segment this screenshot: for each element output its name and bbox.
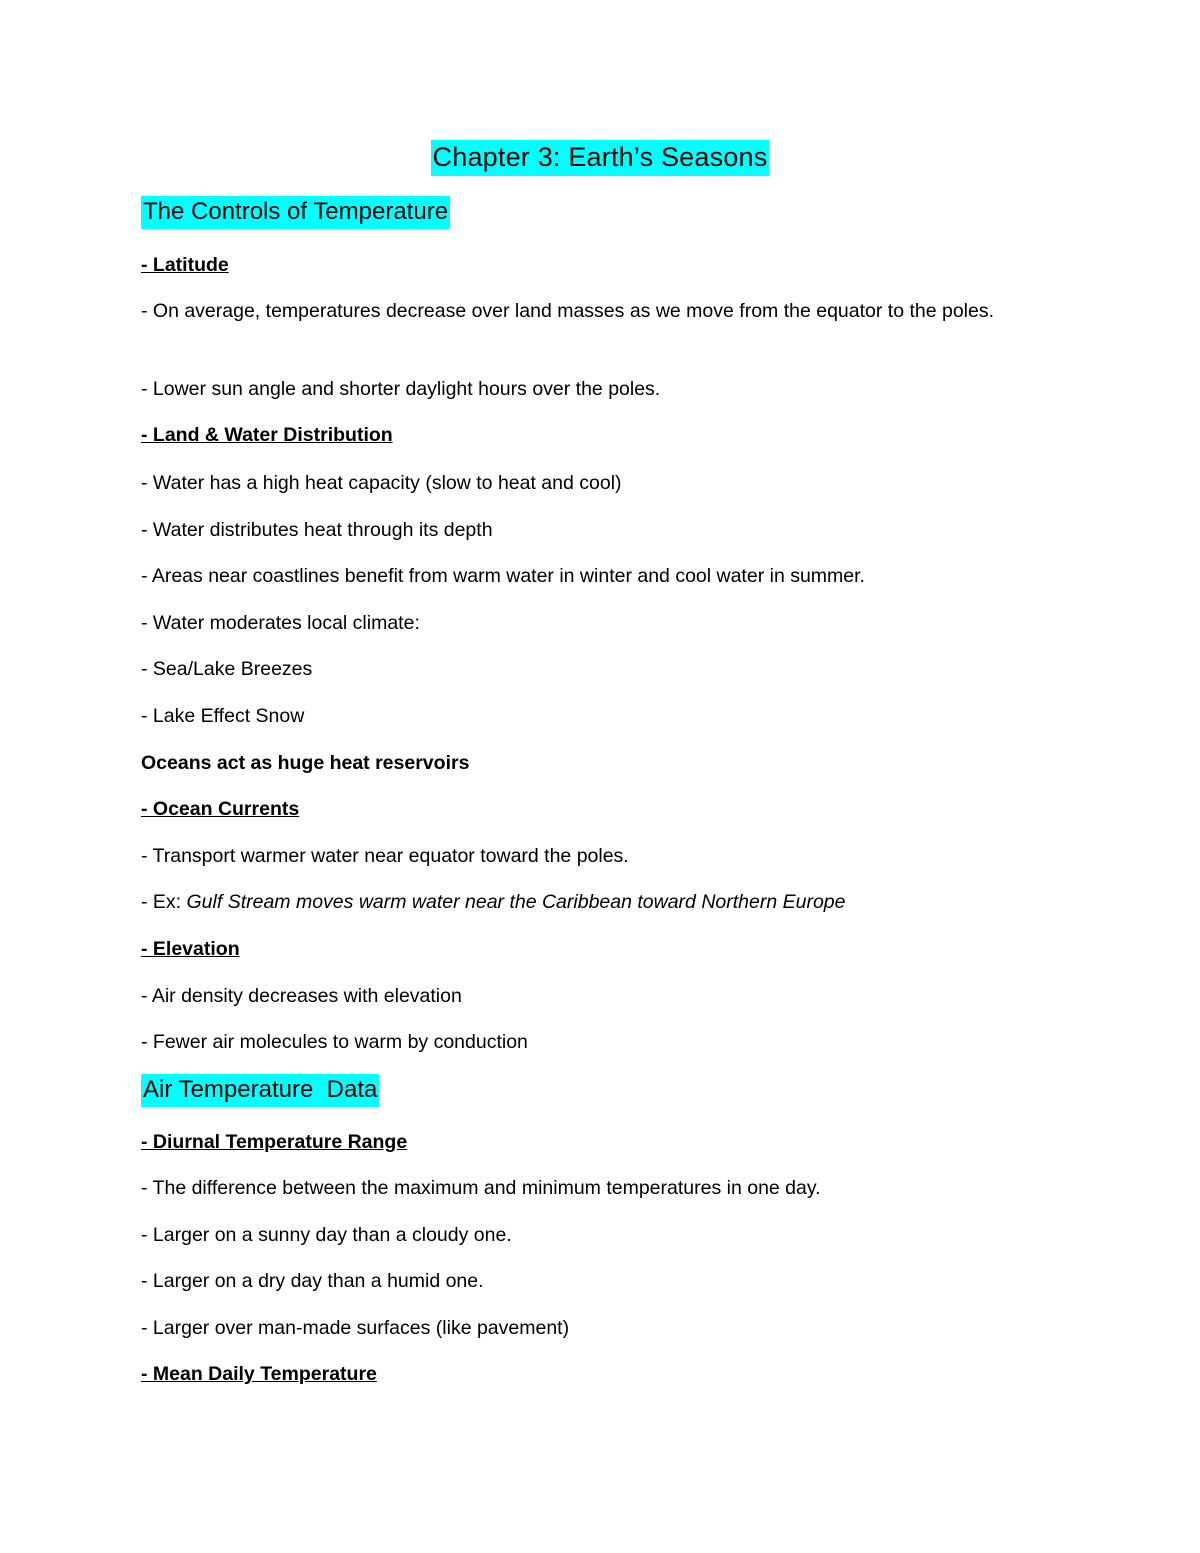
land-water-line-5: - Sea/Lake Breezes: [141, 658, 313, 680]
elevation-line-2: - Fewer air molecules to warm by conduction: [141, 1031, 528, 1053]
section-heading-controls-text: The Controls of Temperature: [141, 196, 450, 229]
diurnal-line-3: - Larger on a dry day than a humid one.: [141, 1270, 484, 1292]
latitude-line-1: - On average, temperatures decrease over land masses as we move from the equator to the poles.: [141, 300, 995, 322]
diurnal-line-2: - Larger on a sunny day than a cloudy one.: [141, 1224, 512, 1246]
subheading-mean-daily: - Mean Daily Temperature: [141, 1363, 377, 1385]
page-title: Chapter 3: Earth’s Seasons: [431, 140, 770, 176]
land-water-line-2: - Water distributes heat through its depth: [141, 519, 493, 541]
subheading-elevation: - Elevation: [141, 938, 240, 960]
land-water-line-3: - Areas near coastlines benefit from warm water in winter and cool water in summer.: [141, 565, 865, 587]
subheading-land-water: - Land & Water Distribution: [141, 424, 393, 446]
elevation-line-1: - Air density decreases with elevation: [141, 985, 462, 1007]
ocean-currents-example-prefix: - Ex:: [141, 891, 187, 913]
ocean-currents-example: [141, 887, 845, 918]
diurnal-line-1: - The difference between the maximum and minimum temperatures in one day.: [141, 1177, 821, 1199]
land-water-line-6: - Lake Effect Snow: [141, 705, 305, 727]
subheading-latitude: - Latitude: [141, 254, 229, 276]
ocean-currents-example-text: Gulf Stream moves warm water near the Caribbean toward Northern Europe: [186, 891, 846, 913]
land-water-line-4: - Water moderates local climate:: [141, 612, 420, 634]
oceans-statement: Oceans act as huge heat reservoirs: [141, 752, 470, 774]
subheading-diurnal-range: - Diurnal Temperature Range: [141, 1131, 408, 1153]
ocean-currents-line-1: - Transport warmer water near equator toward the poles.: [141, 845, 629, 867]
title-container: [0, 142, 1200, 173]
diurnal-line-4: - Larger over man-made surfaces (like pavement): [141, 1317, 570, 1339]
section-heading-air-temp-text: Air Temperature Data: [141, 1074, 379, 1107]
subheading-ocean-currents: - Ocean Currents: [141, 798, 300, 820]
land-water-line-1: - Water has a high heat capacity (slow to heat and cool): [141, 472, 622, 494]
latitude-line-2: - Lower sun angle and shorter daylight hours over the poles.: [141, 378, 661, 400]
section-heading-air-temp: [141, 1076, 379, 1104]
section-heading-controls: [141, 198, 450, 226]
